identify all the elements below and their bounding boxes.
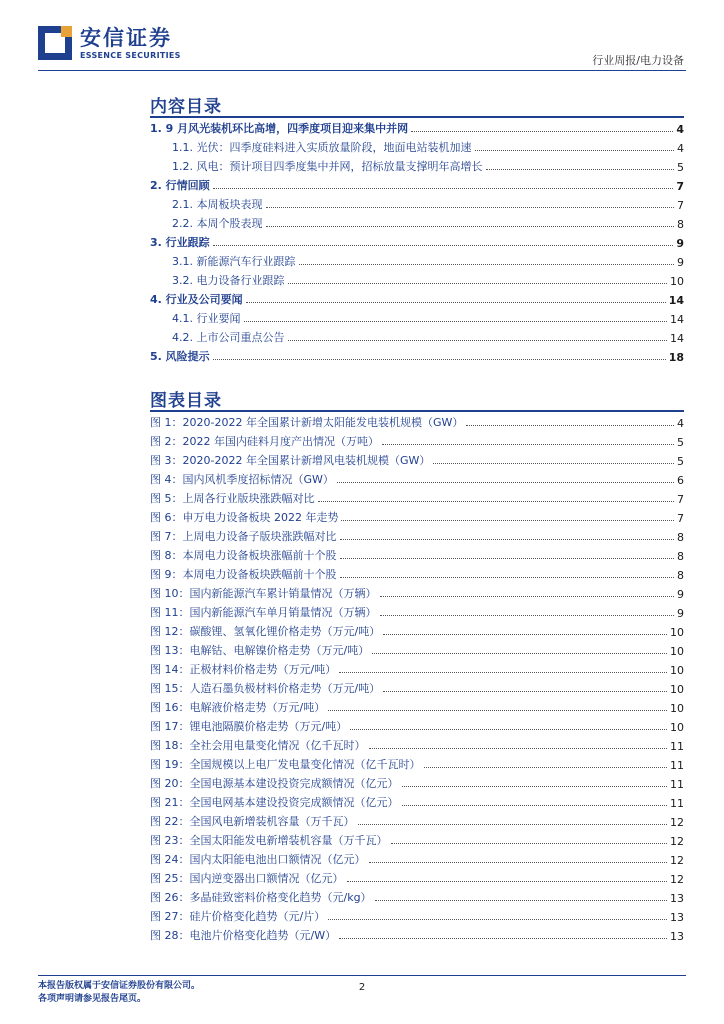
toc-entry-page: 10 <box>670 275 684 288</box>
toc-entry-label: 1. 9 月风光装机环比高增，四季度项目迎来集中并网 <box>150 122 409 135</box>
figure-entry-page: 12 <box>670 854 684 867</box>
report-type: 行业周报/电力设备 <box>592 54 684 67</box>
dot-leader <box>380 596 675 597</box>
figure-entry-label: 图 3：2020-2022 年全国累计新增风电装机规模（GW） <box>150 454 431 467</box>
figure-entry-page: 11 <box>670 759 684 772</box>
figure-entry-page: 10 <box>670 702 684 715</box>
figure-entry[interactable] <box>150 658 684 677</box>
dot-leader <box>475 150 675 151</box>
figure-entry-label: 图 1：2020-2022 年全国累计新增太阳能发电装机规模（GW） <box>150 416 464 429</box>
dot-leader <box>213 359 666 360</box>
dot-leader <box>402 786 668 787</box>
toc-entry-page: 4 <box>676 123 684 136</box>
dot-leader <box>266 207 675 208</box>
dot-leader <box>340 539 675 540</box>
dot-leader <box>358 824 668 825</box>
dot-leader <box>380 615 675 616</box>
figure-entry-label: 图 10：国内新能源汽车累计销量情况（万辆） <box>150 587 377 600</box>
figure-entry[interactable] <box>150 544 684 563</box>
figure-entry-label: 图 11：国内新能源汽车单月销量情况（万辆） <box>150 606 377 619</box>
figure-entry-page: 8 <box>677 531 684 544</box>
figure-entry[interactable] <box>150 829 684 848</box>
figure-entry-label: 图 15：人造石墨负极材料价格走势（万元/吨） <box>150 682 381 695</box>
figure-entry[interactable] <box>150 772 684 791</box>
figure-entry-page: 13 <box>670 911 684 924</box>
header-divider <box>38 70 686 71</box>
figure-entry[interactable] <box>150 411 684 430</box>
toc-entry[interactable] <box>150 136 684 155</box>
figure-entry[interactable] <box>150 506 684 525</box>
figure-entry-page: 13 <box>670 892 684 905</box>
toc-entry-page: 4 <box>677 142 684 155</box>
toc-list <box>150 117 684 364</box>
figure-entry-label: 图 18：全社会用电量变化情况（亿千瓦时） <box>150 739 366 752</box>
toc-entry-label: 4.1. 行业要闻 <box>172 312 241 325</box>
dot-leader <box>383 691 667 692</box>
figure-entry-page: 8 <box>677 550 684 563</box>
figure-entry-label: 图 21：全国电网基本建设投资完成额情况（亿元） <box>150 796 399 809</box>
dot-leader <box>369 862 668 863</box>
toc-entry[interactable] <box>150 212 684 231</box>
figure-entry-page: 8 <box>677 569 684 582</box>
toc-entry[interactable] <box>150 155 684 174</box>
dot-leader <box>433 463 674 464</box>
figure-entry[interactable] <box>150 734 684 753</box>
figure-entry-label: 图 6：申万电力设备板块 2022 年走势 <box>150 511 339 524</box>
toc-entry[interactable] <box>150 326 684 345</box>
figure-entry-page: 11 <box>670 797 684 810</box>
dot-leader <box>347 881 668 882</box>
company-name-cn: 安信证券 <box>80 26 172 50</box>
dot-leader <box>383 634 667 635</box>
toc-entry-page: 5 <box>677 161 684 174</box>
figure-entry-label: 图 2：2022 年国内硅料月度产出情况（万吨） <box>150 435 379 448</box>
company-logo <box>38 26 181 61</box>
toc-entry[interactable] <box>150 288 684 307</box>
dot-leader <box>339 672 667 673</box>
figure-entry[interactable] <box>150 677 684 696</box>
figure-entry-label: 图 9：本周电力设备板块跌幅前十个股 <box>150 568 337 581</box>
figure-entry-label: 图 7：上周电力设备子版块涨跌幅对比 <box>150 530 337 543</box>
toc-entry[interactable] <box>150 117 684 136</box>
dot-leader <box>372 653 667 654</box>
figure-entry[interactable] <box>150 791 684 810</box>
dot-leader <box>340 558 675 559</box>
toc-entry-page: 14 <box>670 313 684 326</box>
dot-leader <box>486 169 675 170</box>
figure-entry-label: 图 24：国内太阳能电池出口额情况（亿元） <box>150 853 366 866</box>
figure-entry[interactable] <box>150 601 684 620</box>
figure-entry-page: 9 <box>677 607 684 620</box>
figure-entry-label: 图 12：碳酸锂、氢氧化锂价格走势（万元/吨） <box>150 625 381 638</box>
figure-entry-page: 7 <box>677 512 684 525</box>
figure-entry-page: 12 <box>670 816 684 829</box>
dot-leader <box>402 805 668 806</box>
footer-divider <box>38 975 686 976</box>
figure-entry[interactable] <box>150 525 684 544</box>
dot-leader <box>391 843 668 844</box>
toc-entry-label: 2. 行情回顾 <box>150 179 210 192</box>
figure-entry-page: 10 <box>670 664 684 677</box>
figure-entry-label: 图 19：全国规模以上电厂发电量变化情况（亿千瓦时） <box>150 758 421 771</box>
toc-entry-label: 3. 行业跟踪 <box>150 236 210 249</box>
figure-entry-label: 图 27：硅片价格变化趋势（元/片） <box>150 910 326 923</box>
figure-entry[interactable] <box>150 696 684 715</box>
toc-entry[interactable] <box>150 193 684 212</box>
figure-entry[interactable] <box>150 468 684 487</box>
dot-leader <box>337 482 674 483</box>
figure-entry[interactable] <box>150 563 684 582</box>
figure-entry-page: 10 <box>670 645 684 658</box>
figure-entry[interactable] <box>150 867 684 886</box>
figure-entry-label: 图 20：全国电源基本建设投资完成额情况（亿元） <box>150 777 399 790</box>
dot-leader <box>340 577 675 578</box>
toc-entry-label: 3.2. 电力设备行业跟踪 <box>172 274 285 287</box>
figure-entry-label: 图 17：锂电池隔膜价格走势（万元/吨） <box>150 720 348 733</box>
figure-entry[interactable] <box>150 715 684 734</box>
dot-leader <box>341 520 674 521</box>
figure-entry[interactable] <box>150 639 684 658</box>
dot-leader <box>328 710 667 711</box>
dot-leader <box>339 938 667 939</box>
toc-title: 内容目录 <box>150 97 222 117</box>
toc-entry-label: 4. 行业及公司要闻 <box>150 293 243 306</box>
toc-entry-page: 8 <box>677 218 684 231</box>
toc-entry[interactable] <box>150 307 684 326</box>
dot-leader <box>328 919 667 920</box>
toc-entry-label: 1.2. 风电：预计项目四季度集中并网，招标放量支撑明年高增长 <box>172 160 483 173</box>
toc-entry[interactable] <box>150 345 684 364</box>
figures-list <box>150 411 684 943</box>
toc-entry[interactable] <box>150 269 684 288</box>
figure-entry-page: 9 <box>677 588 684 601</box>
figure-entry[interactable] <box>150 582 684 601</box>
toc-entry-label: 2.1. 本周板块表现 <box>172 198 263 211</box>
dot-leader <box>288 283 668 284</box>
figure-entry-label: 图 26：多晶硅致密料价格变化趋势（元/kg） <box>150 891 372 904</box>
dot-leader <box>318 501 675 502</box>
page-number: 2 <box>358 982 366 993</box>
company-name-en: ESSENCE SECURITIES <box>80 51 181 60</box>
dot-leader <box>244 321 668 322</box>
figure-entry-page: 11 <box>670 778 684 791</box>
toc-entry-page: 7 <box>677 199 684 212</box>
toc-entry-label: 4.2. 上市公司重点公告 <box>172 331 285 344</box>
figure-entry-label: 图 4：国内风机季度招标情况（GW） <box>150 473 334 486</box>
figure-entry-label: 图 23：全国太阳能发电新增装机容量（万千瓦） <box>150 834 388 847</box>
dot-leader <box>424 767 668 768</box>
toc-entry-label: 2.2. 本周个股表现 <box>172 217 263 230</box>
dot-leader <box>213 245 674 246</box>
figure-entry-label: 图 14：正极材料价格走势（万元/吨） <box>150 663 337 676</box>
figure-entry[interactable] <box>150 905 684 924</box>
dot-leader <box>350 729 667 730</box>
figure-entry[interactable] <box>150 924 684 943</box>
figures-title: 图表目录 <box>150 391 222 411</box>
toc-entry-page: 18 <box>668 351 684 364</box>
figure-entry-page: 12 <box>670 835 684 848</box>
toc-entry-page: 9 <box>676 237 684 250</box>
dot-leader <box>246 302 666 303</box>
dot-leader <box>299 264 675 265</box>
figure-entry-label: 图 5：上周各行业版块涨跌幅对比 <box>150 492 315 505</box>
figure-entry[interactable] <box>150 810 684 829</box>
dot-leader <box>375 900 667 901</box>
toc-entry-page: 14 <box>668 294 684 307</box>
figure-entry[interactable] <box>150 753 684 772</box>
dot-leader <box>411 131 673 132</box>
figure-entry-page: 5 <box>677 436 684 449</box>
figure-entry-page: 5 <box>677 455 684 468</box>
toc-entry-label: 5. 风险提示 <box>150 350 210 363</box>
figure-entry-label: 图 13：电解钴、电解镍价格走势（万元/吨） <box>150 644 370 657</box>
figure-entry-page: 11 <box>670 740 684 753</box>
figure-entry[interactable] <box>150 886 684 905</box>
toc-entry-label: 3.1. 新能源汽车行业跟踪 <box>172 255 296 268</box>
figure-entry-page: 10 <box>670 626 684 639</box>
toc-entry[interactable] <box>150 231 684 250</box>
figure-entry-page: 7 <box>677 493 684 506</box>
dot-leader <box>466 425 674 426</box>
dot-leader <box>266 226 675 227</box>
figure-entry-page: 4 <box>677 417 684 430</box>
figure-entry-label: 图 28：电池片价格变化趋势（元/W） <box>150 929 337 942</box>
figure-entry-page: 10 <box>670 721 684 734</box>
figure-entry-label: 图 22：全国风电新增装机容量（万千瓦） <box>150 815 355 828</box>
dot-leader <box>369 748 668 749</box>
figure-entry-page: 10 <box>670 683 684 696</box>
figure-entry[interactable] <box>150 487 684 506</box>
figure-entry[interactable] <box>150 848 684 867</box>
toc-entry-page: 9 <box>677 256 684 269</box>
logo-mark-icon <box>38 26 72 60</box>
figure-entry-page: 12 <box>670 873 684 886</box>
dot-leader <box>213 188 674 189</box>
toc-entry-page: 14 <box>670 332 684 345</box>
figure-entry-label: 图 16：电解液价格走势（万元/吨） <box>150 701 326 714</box>
figure-entry[interactable] <box>150 430 684 449</box>
figure-entry-page: 13 <box>670 930 684 943</box>
figure-entry[interactable] <box>150 449 684 468</box>
figure-entry-label: 图 8：本周电力设备板块涨幅前十个股 <box>150 549 337 562</box>
toc-entry-page: 7 <box>676 180 684 193</box>
dot-leader <box>382 444 674 445</box>
dot-leader <box>288 340 668 341</box>
copyright-line-1: 本报告版权属于安信证券股份有限公司。 <box>38 981 201 991</box>
toc-entry[interactable] <box>150 250 684 269</box>
figure-entry-page: 6 <box>677 474 684 487</box>
toc-entry[interactable] <box>150 174 684 193</box>
figure-entry[interactable] <box>150 620 684 639</box>
toc-entry-label: 1.1. 光伏：四季度硅料进入实质放量阶段，地面电站装机加速 <box>172 141 472 154</box>
figure-entry-label: 图 25：国内逆变器出口额情况（亿元） <box>150 872 344 885</box>
copyright-line-2: 各项声明请参见报告尾页。 <box>38 994 147 1004</box>
